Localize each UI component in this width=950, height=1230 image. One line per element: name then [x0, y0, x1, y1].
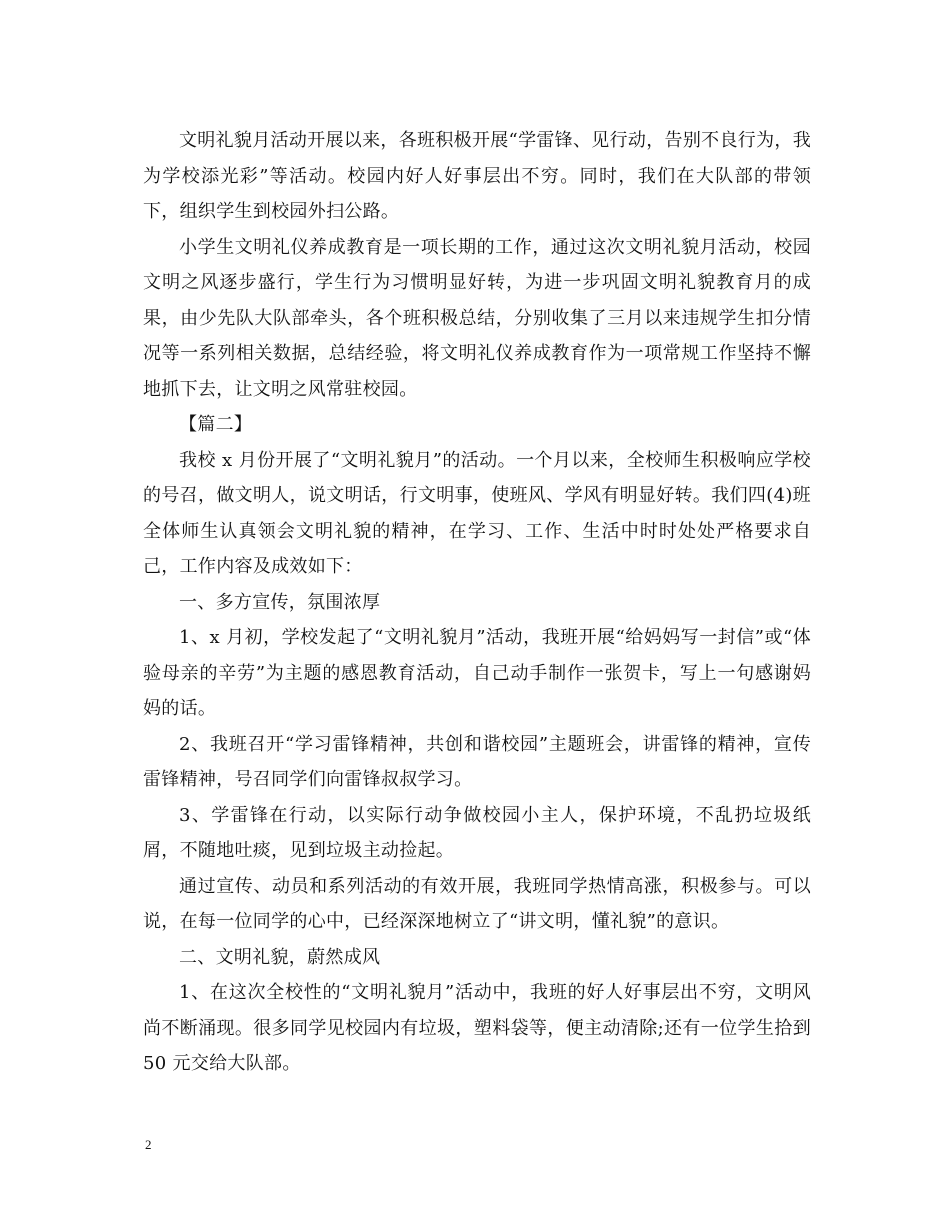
subheading-1: 一、多方宣传，氛围浓厚	[179, 591, 381, 613]
paragraph-5: 2、我班召开“学习雷锋精神，共创和谐校园”主题班会，讲雷锋的精神，宣传雷锋精神，号召同学们向雷锋叔叔学习。	[143, 733, 811, 790]
subheading-2: 二、文明礼貌，蔚然成风	[179, 946, 381, 968]
paragraph-2: 小学生文明礼仪养成教育是一项长期的工作，通过这次文明礼貌月活动，校园文明之风逐步盛行，学生行为习惯明显好转，为进一步巩固文明礼貌教育月的成果，由少先队大队部牵头，各个班积极总结，分别收集了三月以来违规学生扣分情况等一系列相关数据，总结经验，将文明礼仪养成教育作为一项常规工作坚持不懈地抓下去，让文明之风常驻校园。	[143, 236, 811, 400]
paragraph-7: 通过宣传、动员和系列活动的有效开展，我班同学热情高涨，积极参与。可以说，在每一位同学的心中，已经深深地树立了“讲文明，懂礼貌”的意识。	[143, 875, 811, 932]
paragraph-3: 我校 x 月份开展了“文明礼貌月”的活动。一个月以来，全校师生积极响应学校的号召，做文明人，说文明话，行文明事，使班风、学风有明显好转。我们四(4)班全体师生认真领会文明礼貌的精神，在学习、工作、生活中时时处处严格要求自己，工作内容及成效如下：	[143, 449, 811, 577]
section-heading-part-two: 【篇二】	[179, 414, 253, 435]
paragraph-1: 文明礼貌月活动开展以来，各班积极开展“学雷锋、见行动，告别不良行为，我为学校添光彩”等活动。校园内好人好事层出不穷。同时，我们在大队部的带领下，组织学生到校园外扫公路。	[143, 130, 811, 222]
paragraph-6: 3、学雷锋在行动，以实际行动争做校园小主人，保护环境，不乱扔垃圾纸屑，不随地吐痰，见到垃圾主动捡起。	[143, 804, 811, 861]
document-body	[143, 123, 811, 1082]
paragraph-8: 1、在这次全校性的“文明礼貌月”活动中，我班的好人好事层出不穷，文明风尚不断涌现。很多同学见校园内有垃圾，塑料袋等，便主动清除;还有一位学生拾到 50 元交给大队部。	[143, 982, 811, 1074]
paragraph-4: 1、x 月初，学校发起了“文明礼貌月”活动，我班开展“给妈妈写一封信”或“体验母亲的辛劳”为主题的感恩教育活动，自己动手制作一张贺卡，写上一句感谢妈妈的话。	[143, 627, 811, 719]
page-number: 2	[145, 1137, 152, 1152]
